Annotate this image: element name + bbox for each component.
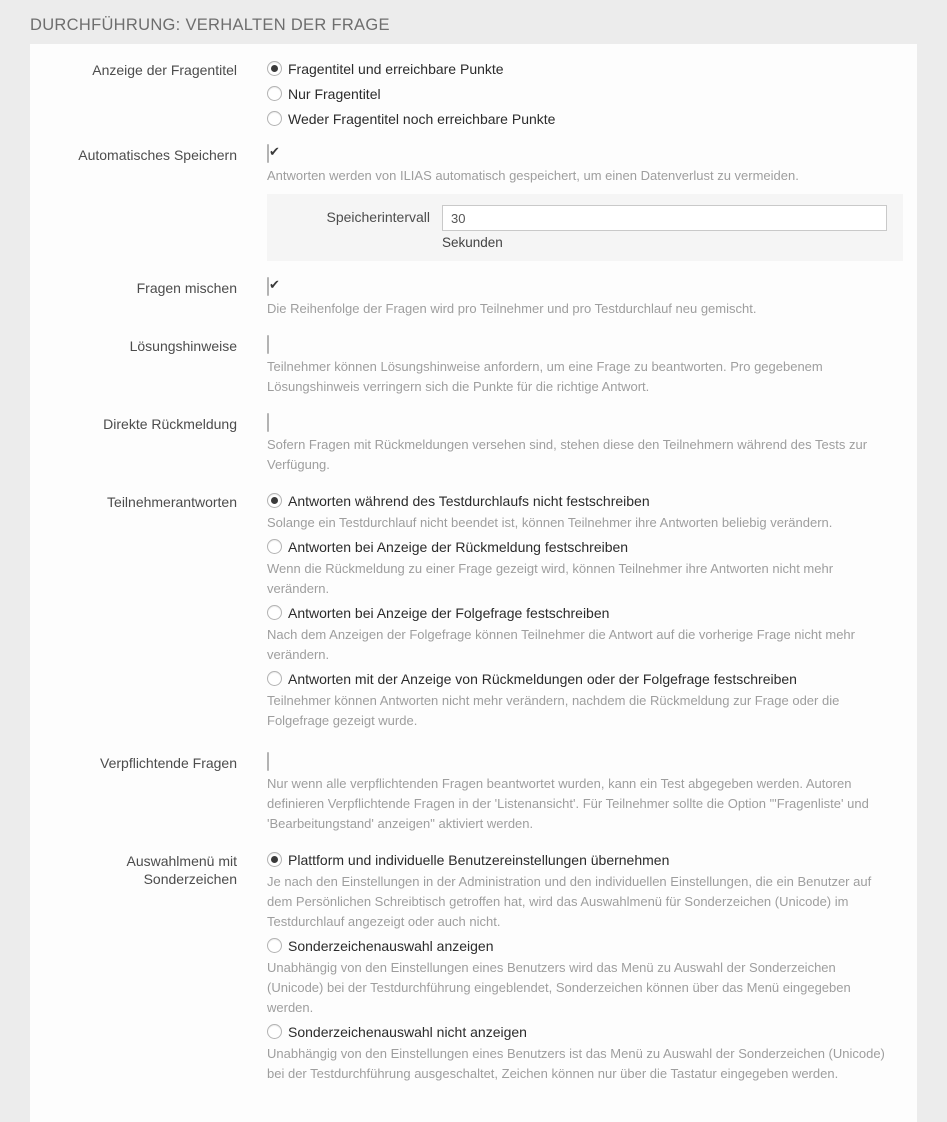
option-description: Solange ein Testdurchlauf nicht beendet ist, können Teilnehmer ihre Antworten beliebig verändern. xyxy=(267,515,833,530)
radio-weder-fragentitel-noch-punkte[interactable]: Weder Fragentitel noch erreichbare Punkte xyxy=(267,110,903,128)
radio-icon[interactable] xyxy=(267,938,282,953)
field-label-anzeige-der-fragentitel: Anzeige der Fragentitel xyxy=(92,62,237,78)
radio-festschreiben-bei-rueckmeldung-oder-folgefrage[interactable]: Antworten mit der Anzeige von Rückmeldungen oder der Folgefrage festschreiben xyxy=(267,670,903,688)
field-description: Die Reihenfolge der Fragen wird pro Teilnehmer und pro Testdurchlauf neu gemischt. xyxy=(267,301,757,316)
radio-icon[interactable] xyxy=(267,539,282,554)
speicherintervall-input[interactable] xyxy=(442,205,887,231)
speicherintervall-label: Speicherintervall xyxy=(326,209,430,225)
radio-icon[interactable] xyxy=(267,671,282,686)
section-header: DURCHFÜHRUNG: VERHALTEN DER FRAGE xyxy=(30,16,390,34)
speicherintervall-subpanel xyxy=(267,194,903,261)
form-row-direkte-rueckmeldung xyxy=(30,414,917,475)
radio-icon[interactable] xyxy=(267,111,282,126)
field-label-verpflichtende-fragen: Verpflichtende Fragen xyxy=(100,755,237,771)
form-row-automatisches-speichern xyxy=(30,145,917,261)
radio-antworten-nicht-festschreiben[interactable]: Antworten während des Testdurchlaufs nicht festschreiben xyxy=(267,492,903,510)
form-row-loesungshinweise xyxy=(30,336,917,397)
radio-nur-fragentitel[interactable]: Nur Fragentitel xyxy=(267,85,903,103)
field-description: Antworten werden von ILIAS automatisch gespeichert, um einen Datenverlust zu vermeiden. xyxy=(267,168,799,183)
loesungshinweise-checkbox[interactable] xyxy=(267,335,269,354)
automatisches-speichern-checkbox[interactable] xyxy=(267,144,269,163)
radio-festschreiben-bei-rueckmeldung[interactable]: Antworten bei Anzeige der Rückmeldung festschreiben xyxy=(267,538,903,556)
form-row-auswahlmenue-mit-sonderzeichen xyxy=(30,851,917,1089)
radio-icon[interactable] xyxy=(267,86,282,101)
option-description: Unabhängig von den Einstellungen eines Benutzers wird das Menü zu Auswahl der Sonderzeichen (Unicode) bei der Testdurchführung eingeblendet, Sonderzeichen können über das Menü eingegeben werden. xyxy=(267,960,851,1015)
radio-icon[interactable] xyxy=(267,605,282,620)
field-description: Sofern Fragen mit Rückmeldungen versehen sind, stehen diese den Teilnehmern während des Tests zur Verfügung. xyxy=(267,437,868,472)
field-label-fragen-mischen: Fragen mischen xyxy=(136,280,237,296)
radio-festschreiben-bei-folgefrage[interactable]: Antworten bei Anzeige der Folgefrage festschreiben xyxy=(267,604,903,622)
verpflichtende-fragen-checkbox[interactable] xyxy=(267,752,269,771)
radio-selected-icon[interactable] xyxy=(267,61,282,76)
form-row-anzeige-der-fragentitel xyxy=(30,60,917,128)
option-description: Wenn die Rückmeldung zu einer Frage gezeigt wird, können Teilnehmer ihre Antworten nicht mehr verändern. xyxy=(267,561,834,596)
radio-icon[interactable] xyxy=(267,1024,282,1039)
radio-sonderzeichenauswahl-anzeigen[interactable]: Sonderzeichenauswahl anzeigen xyxy=(267,937,903,955)
field-label-automatisches-speichern: Automatisches Speichern xyxy=(78,147,237,163)
option-description: Unabhängig von den Einstellungen eines Benutzers ist das Menü zu Auswahl der Sonderzeichen (Unicode) bei der Testdurchführung ausgeschaltet, Zeichen können nur über die Tastatur eingegeben werden. xyxy=(267,1046,885,1081)
field-label-auswahlmenue-mit-sonderzeichen: Auswahlmenü mit Sonderzeichen xyxy=(126,853,237,887)
radio-fragentitel-und-punkte[interactable]: Fragentitel und erreichbare Punkte xyxy=(267,60,903,78)
fragen-mischen-checkbox[interactable] xyxy=(267,277,269,296)
direkte-rueckmeldung-checkbox[interactable] xyxy=(267,413,269,432)
field-label-direkte-rueckmeldung: Direkte Rückmeldung xyxy=(103,416,237,432)
option-description: Je nach den Einstellungen in der Administration und den individuellen Einstellungen, die ein Benutzer auf dem Persönlichen Schreibtisch getroffen hat, wird das Auswahlmenü für Sonderzeichen (Unicode) im Testdurchlauf angezeigt oder auch nicht. xyxy=(267,874,872,929)
radio-selected-icon[interactable] xyxy=(267,852,282,867)
radio-selected-icon[interactable] xyxy=(267,493,282,508)
settings-form-panel xyxy=(30,44,917,1122)
field-label-loesungshinweise: Lösungshinweise xyxy=(129,338,237,354)
form-row-verpflichtende-fragen xyxy=(30,753,917,834)
field-description: Nur wenn alle verpflichtenden Fragen beantwortet wurden, kann ein Test abgegeben werden. Autoren definieren Verpflichtende Fragen in der 'Listenansicht'. Für Teilnehmer sollte die Option "'Fragenliste' und 'Bearbeitungstand' anzeigen" aktiviert werden. xyxy=(267,776,869,831)
radio-sonderzeichenauswahl-nicht-anzeigen[interactable]: Sonderzeichenauswahl nicht anzeigen xyxy=(267,1023,903,1041)
radio-plattform-und-benutzereinstellungen[interactable]: Plattform und individuelle Benutzereinstellungen übernehmen xyxy=(267,851,903,869)
speicherintervall-unit: Sekunden xyxy=(442,235,503,250)
field-description: Teilnehmer können Lösungshinweise anfordern, um eine Frage zu beantworten. Pro gegebenem Lösungshinweis verringern sich die Punkte für die richtige Antwort. xyxy=(267,359,823,394)
field-label-teilnehmerantworten: Teilnehmerantworten xyxy=(107,494,237,510)
option-description: Teilnehmer können Antworten nicht mehr verändern, nachdem die Rückmeldung zur Frage oder die Folgefrage gezeigt wurde. xyxy=(267,693,840,728)
option-description: Nach dem Anzeigen der Folgefrage können Teilnehmer die Antwort auf die vorherige Frage nicht mehr verändern. xyxy=(267,627,855,662)
form-row-fragen-mischen xyxy=(30,278,917,319)
form-row-teilnehmerantworten xyxy=(30,492,917,736)
